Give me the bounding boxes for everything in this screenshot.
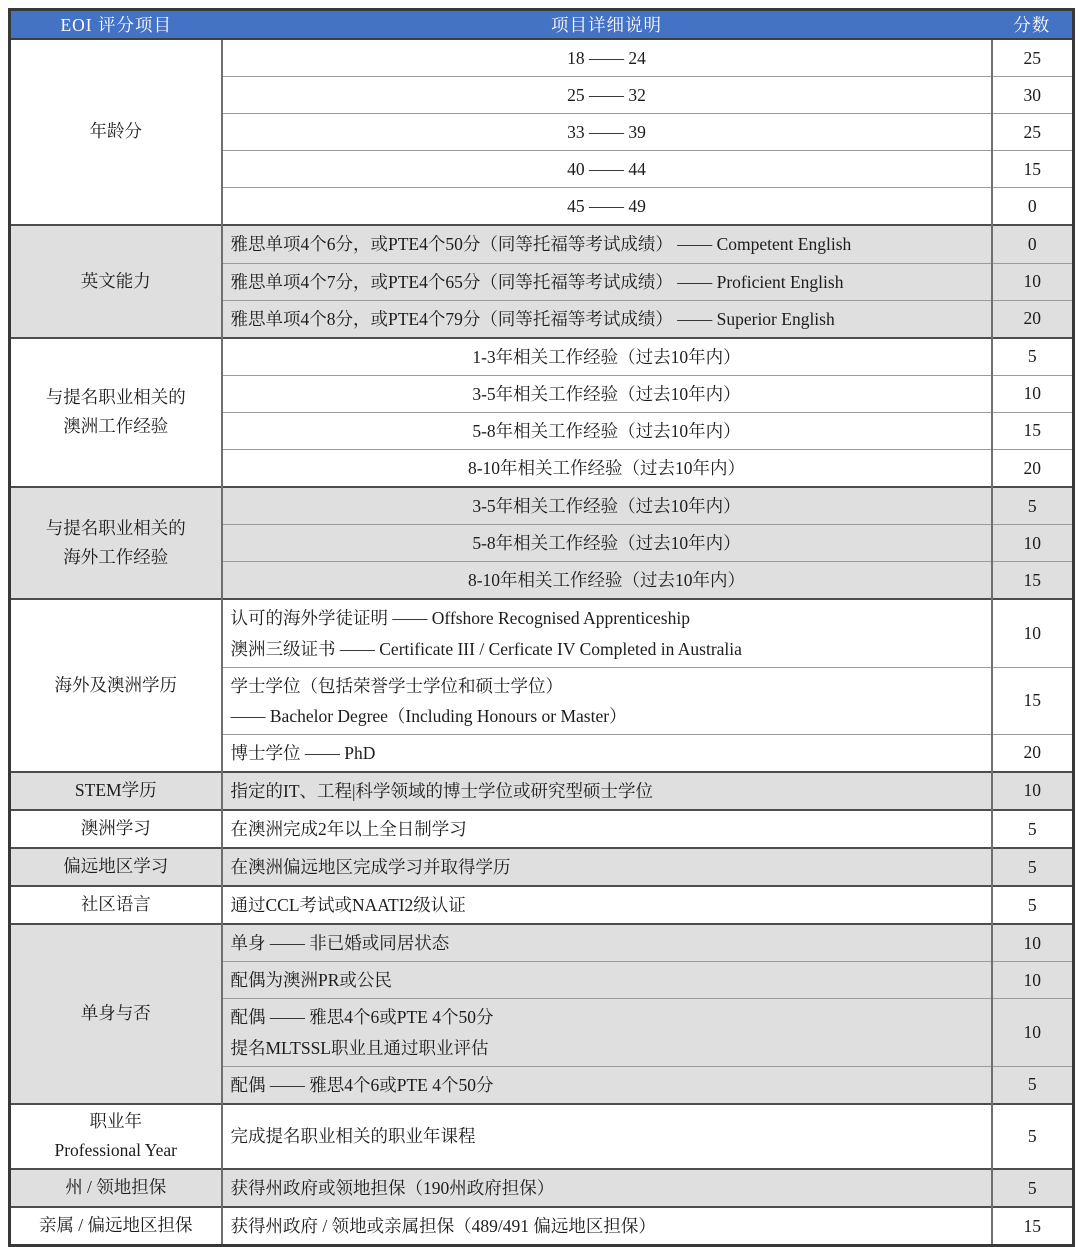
category-cell — [10, 225, 222, 337]
detail-line: 8-10年相关工作经验（过去10年内） — [467, 458, 746, 479]
category-line: 偏远地区学习 — [63, 856, 169, 877]
table-row — [10, 924, 1074, 962]
detail-cell — [222, 114, 992, 151]
category-cell — [10, 772, 222, 810]
category-line: 州 / 领地担保 — [65, 1177, 167, 1198]
table-row — [10, 1169, 1074, 1207]
detail-cell — [222, 810, 992, 848]
detail-cell — [222, 772, 992, 810]
score-cell: 10 — [992, 525, 1074, 562]
score-cell: 20 — [992, 450, 1074, 488]
table-row — [10, 225, 1074, 263]
detail-cell — [222, 338, 992, 376]
category-line: Professional Year — [54, 1140, 177, 1161]
table-row — [10, 1207, 1074, 1246]
header-cell-score: 分数 — [992, 10, 1074, 40]
detail-line: 5-8年相关工作经验（过去10年内） — [472, 420, 741, 441]
detail-line: 雅思单项4个6分，或PTE4个50分（同等托福等考试成绩） —— Competent English — [230, 234, 852, 255]
category-line: 职业年 — [89, 1110, 142, 1131]
table-row — [10, 599, 1074, 667]
detail-line: 40 —— 44 — [567, 159, 646, 180]
detail-cell — [222, 77, 992, 114]
score-cell: 5 — [992, 338, 1074, 376]
detail-line: 在澳洲完成2年以上全日制学习 — [230, 818, 467, 839]
category-line: STEM学历 — [74, 780, 157, 801]
detail-cell — [222, 151, 992, 188]
detail-line: 3-5年相关工作经验（过去10年内） — [472, 383, 741, 404]
detail-cell — [222, 525, 992, 562]
score-cell: 5 — [992, 810, 1074, 848]
detail-line: 完成提名职业相关的职业年课程 — [230, 1126, 476, 1147]
detail-line: 45 —— 49 — [567, 196, 646, 217]
score-cell: 5 — [992, 886, 1074, 924]
detail-line: 澳洲三级证书 —— Certificate III / Cerficate IV Completed in Australia — [230, 638, 742, 659]
detail-line: 指定的IT、工程|科学领域的博士学位或研究型硕士学位 — [230, 780, 654, 801]
category-line: 澳洲学习 — [80, 818, 151, 839]
header-cell-detail: 项目详细说明 — [222, 10, 992, 40]
detail-cell — [222, 962, 992, 999]
score-cell: 20 — [992, 734, 1074, 772]
detail-cell — [222, 599, 992, 667]
category-cell — [10, 599, 222, 771]
category-line: 与提名职业相关的 — [45, 517, 186, 538]
detail-line: 在澳洲偏远地区完成学习并取得学历 — [230, 857, 511, 878]
score-cell: 30 — [992, 77, 1074, 114]
detail-cell — [222, 1169, 992, 1207]
score-cell: 15 — [992, 562, 1074, 600]
detail-cell — [222, 375, 992, 412]
score-cell: 15 — [992, 151, 1074, 188]
score-cell: 25 — [992, 114, 1074, 151]
category-line: 单身与否 — [80, 1003, 151, 1024]
detail-line: 18 —— 24 — [567, 48, 646, 68]
detail-cell — [222, 848, 992, 886]
detail-line: 单身 —— 非已婚或同居状态 — [230, 933, 450, 954]
score-cell: 15 — [992, 412, 1074, 449]
score-cell: 5 — [992, 848, 1074, 886]
score-cell: 5 — [992, 1104, 1074, 1170]
category-line: 英文能力 — [80, 270, 151, 291]
score-cell: 5 — [992, 1169, 1074, 1207]
detail-line: 配偶 —— 雅思4个6或PTE 4个50分 — [230, 1074, 494, 1095]
detail-cell — [222, 1104, 992, 1170]
category-line: 海外工作经验 — [63, 547, 169, 568]
header-row — [10, 10, 1074, 40]
category-line: 与提名职业相关的 — [45, 386, 186, 407]
detail-cell — [222, 487, 992, 525]
detail-cell — [222, 412, 992, 449]
category-cell — [10, 886, 222, 924]
score-cell: 15 — [992, 667, 1074, 734]
table-row — [10, 338, 1074, 376]
detail-line: 获得州政府 / 领地或亲属担保（489/491 偏远地区担保） — [230, 1216, 656, 1237]
score-cell: 0 — [992, 188, 1074, 226]
detail-line: 通过CCL考试或NAATI2级认证 — [230, 895, 466, 916]
detail-line: 提名MLTSSL职业且通过职业评估 — [230, 1037, 489, 1058]
category-line: 海外及澳洲学历 — [54, 674, 177, 695]
detail-cell — [222, 562, 992, 600]
score-cell: 25 — [992, 39, 1074, 77]
detail-line: 1-3年相关工作经验（过去10年内） — [472, 346, 741, 367]
detail-cell — [222, 1207, 992, 1246]
category-cell — [10, 487, 222, 599]
detail-cell — [222, 225, 992, 263]
detail-cell — [222, 886, 992, 924]
detail-cell — [222, 450, 992, 488]
detail-line: 8-10年相关工作经验（过去10年内） — [467, 570, 746, 591]
category-line: 社区语言 — [80, 894, 151, 915]
detail-line: 雅思单项4个8分，或PTE4个79分（同等托福等考试成绩） —— Superior English — [230, 308, 835, 329]
detail-cell — [222, 1066, 992, 1104]
detail-cell — [222, 667, 992, 734]
score-cell: 10 — [992, 962, 1074, 999]
category-cell — [10, 924, 222, 1103]
detail-cell — [222, 734, 992, 772]
eoi-score-table — [8, 8, 1075, 1247]
category-cell — [10, 848, 222, 886]
detail-line: 3-5年相关工作经验（过去10年内） — [472, 496, 741, 517]
category-cell — [10, 1207, 222, 1246]
category-cell — [10, 1169, 222, 1207]
score-cell: 5 — [992, 1066, 1074, 1104]
score-cell: 15 — [992, 1207, 1074, 1246]
detail-cell — [222, 263, 992, 300]
category-cell — [10, 1104, 222, 1170]
score-cell: 0 — [992, 225, 1074, 263]
detail-line: 33 —— 39 — [567, 122, 646, 143]
detail-line: 博士学位 —— PhD — [230, 742, 376, 763]
category-line: 澳洲工作经验 — [63, 416, 169, 437]
score-cell: 10 — [992, 599, 1074, 667]
detail-line: 认可的海外学徒证明 —— Offshore Recognised Apprenticeship — [230, 608, 690, 629]
category-cell — [10, 810, 222, 848]
detail-cell — [222, 300, 992, 338]
table-row — [10, 848, 1074, 886]
category-line: 年龄分 — [89, 121, 142, 142]
detail-cell — [222, 39, 992, 77]
score-cell: 20 — [992, 300, 1074, 338]
score-cell: 10 — [992, 772, 1074, 810]
table-row — [10, 1104, 1074, 1170]
detail-cell — [222, 924, 992, 962]
score-cell: 10 — [992, 263, 1074, 300]
category-line: 亲属 / 偏远地区担保 — [38, 1215, 193, 1236]
table-row — [10, 487, 1074, 525]
score-cell: 10 — [992, 375, 1074, 412]
table-row — [10, 886, 1074, 924]
detail-cell — [222, 999, 992, 1066]
table-row — [10, 39, 1074, 77]
detail-line: 5-8年相关工作经验（过去10年内） — [472, 533, 741, 554]
category-cell — [10, 39, 222, 225]
score-cell: 10 — [992, 999, 1074, 1066]
table-row — [10, 810, 1074, 848]
detail-line: 学士学位（包括荣誉学士学位和硕士学位） — [230, 675, 563, 696]
detail-line: 获得州政府或领地担保（190州政府担保） — [230, 1178, 555, 1199]
score-cell: 5 — [992, 487, 1074, 525]
detail-line: 雅思单项4个7分，或PTE4个65分（同等托福等考试成绩） —— Proficient English — [230, 271, 844, 292]
detail-cell — [222, 188, 992, 226]
table-row — [10, 772, 1074, 810]
detail-line: —— Bachelor Degree（Including Honours or Master） — [230, 705, 627, 726]
detail-line: 配偶为澳洲PR或公民 — [230, 970, 392, 991]
detail-line: 25 —— 32 — [567, 85, 646, 106]
header-cell-category: EOI 评分项目 — [10, 10, 222, 40]
detail-line: 配偶 —— 雅思4个6或PTE 4个50分 — [230, 1007, 494, 1028]
score-cell: 10 — [992, 924, 1074, 962]
category-cell — [10, 338, 222, 487]
